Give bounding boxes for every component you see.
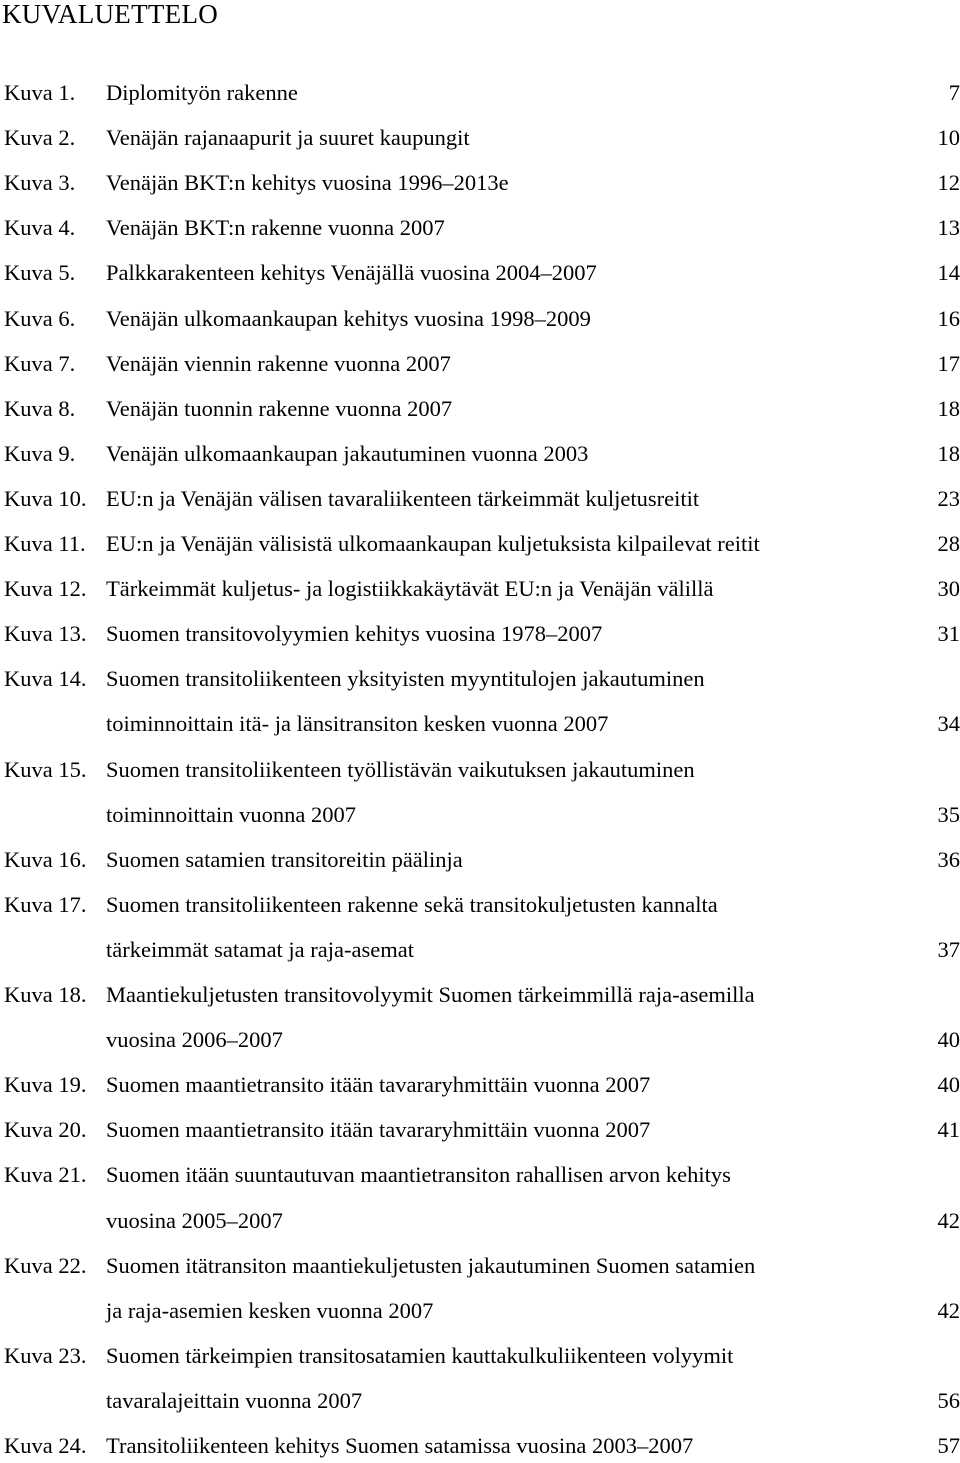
figure-number: Kuva 22. bbox=[4, 1252, 87, 1278]
figure-entry-line bbox=[0, 1431, 960, 1461]
figure-entry-line bbox=[0, 394, 960, 424]
figure-title: tärkeimmät satamat ja raja-asemat bbox=[106, 936, 414, 962]
figure-entry-line bbox=[0, 574, 960, 604]
figure-entry-line bbox=[0, 709, 960, 739]
page-title: KUVALUETTELO bbox=[2, 0, 219, 29]
page-number: 42 bbox=[937, 1297, 960, 1323]
figure-entry-line bbox=[0, 1341, 960, 1371]
page-number: 13 bbox=[937, 215, 960, 241]
figure-entry-line bbox=[0, 664, 960, 694]
figure-title: toiminnoittain itä- ja länsitransiton kesken vuonna 2007 bbox=[106, 711, 609, 737]
figure-number: Kuva 13. bbox=[4, 621, 87, 647]
figure-number: Kuva 12. bbox=[4, 576, 87, 602]
figure-entry-line bbox=[0, 123, 960, 153]
figure-number: Kuva 15. bbox=[4, 756, 87, 782]
figure-entry-line bbox=[0, 349, 960, 379]
figure-entry-line bbox=[0, 890, 960, 920]
page-number: 40 bbox=[937, 1072, 960, 1098]
figure-title: vuosina 2006–2007 bbox=[106, 1027, 283, 1053]
figure-entry-line bbox=[0, 1386, 960, 1416]
figure-number: Kuva 18. bbox=[4, 982, 87, 1007]
figure-title: Tärkeimmät kuljetus- ja logistiikkakäytävät EU:n ja Venäjän välillä bbox=[106, 576, 714, 602]
figure-title: EU:n ja Venäjän välisistä ulkomaankaupan kuljetuksista kilpailevat reitit bbox=[106, 531, 760, 556]
figure-entry-line bbox=[0, 755, 960, 785]
figure-entry-line bbox=[0, 213, 960, 243]
page-number: 14 bbox=[937, 260, 960, 286]
figure-title: Suomen maantietransito itään tavararyhmittäin vuonna 2007 bbox=[106, 1072, 651, 1098]
figure-number: Kuva 4. bbox=[4, 215, 76, 241]
figure-entry-line bbox=[0, 529, 960, 559]
figure-number: Kuva 9. bbox=[4, 440, 76, 466]
figure-title: Suomen itätransiton maantiekuljetusten jakautuminen Suomen satamien bbox=[106, 1252, 756, 1278]
figure-title: Diplomityön rakenne bbox=[106, 80, 298, 105]
figure-number: Kuva 1. bbox=[4, 80, 76, 105]
figure-title: Venäjän rajanaapurit ja suuret kaupungit bbox=[106, 125, 470, 151]
figure-number: Kuva 10. bbox=[4, 485, 87, 511]
figure-entry-line bbox=[0, 258, 960, 288]
page-number: 35 bbox=[937, 801, 960, 827]
figure-number: Kuva 7. bbox=[4, 350, 76, 376]
figure-entry-line bbox=[0, 1070, 960, 1100]
figure-title: EU:n ja Venäjän välisen tavaraliikenteen tärkeimmät kuljetusreitit bbox=[106, 485, 700, 511]
figure-title: ja raja-asemien kesken vuonna 2007 bbox=[106, 1297, 434, 1323]
page-number: 57 bbox=[937, 1433, 960, 1458]
page-number: 36 bbox=[937, 846, 960, 872]
figure-entry-line bbox=[0, 1025, 960, 1055]
figure-number: Kuva 23. bbox=[4, 1342, 87, 1368]
page-number: 40 bbox=[937, 1027, 960, 1053]
page-number: 42 bbox=[937, 1207, 960, 1233]
page-number: 10 bbox=[937, 125, 960, 151]
figure-entry-line bbox=[0, 619, 960, 649]
figure-entry-line bbox=[0, 935, 960, 965]
figure-entry-line bbox=[0, 1296, 960, 1326]
figure-entry-line bbox=[0, 439, 960, 469]
figure-number: Kuva 19. bbox=[4, 1072, 87, 1098]
figure-title: vuosina 2005–2007 bbox=[106, 1207, 283, 1233]
figure-number: Kuva 20. bbox=[4, 1117, 87, 1143]
figure-title: Suomen transitoliikenteen työllistävän vaikutuksen jakautuminen bbox=[106, 756, 695, 782]
figure-entry-line bbox=[0, 980, 960, 1010]
figure-title: toiminnoittain vuonna 2007 bbox=[106, 801, 356, 827]
page-number: 23 bbox=[937, 485, 960, 511]
figure-entry-line bbox=[0, 845, 960, 875]
figure-title: Suomen tärkeimpien transitosatamien kauttakulkuliikenteen volyymit bbox=[106, 1342, 734, 1368]
figure-number: Kuva 5. bbox=[4, 260, 76, 286]
page-number: 16 bbox=[937, 305, 960, 331]
figure-title: Venäjän viennin rakenne vuonna 2007 bbox=[106, 350, 451, 376]
page-number: 18 bbox=[937, 440, 960, 466]
figure-entry-line bbox=[0, 1115, 960, 1145]
figure-title: Suomen transitoliikenteen yksityisten myyntitulojen jakautuminen bbox=[106, 666, 705, 692]
figure-number: Kuva 11. bbox=[4, 531, 86, 556]
figure-title: Suomen satamien transitoreitin päälinja bbox=[106, 846, 463, 872]
figure-number: Kuva 8. bbox=[4, 395, 76, 421]
figure-title: Palkkarakenteen kehitys Venäjällä vuosina 2004–2007 bbox=[106, 260, 597, 286]
figure-title: Venäjän ulkomaankaupan jakautuminen vuonna 2003 bbox=[106, 440, 589, 466]
page-number: 28 bbox=[937, 531, 960, 556]
figure-entry-line bbox=[0, 1206, 960, 1236]
figure-entry-line bbox=[0, 78, 960, 108]
figure-title: Venäjän tuonnin rakenne vuonna 2007 bbox=[106, 395, 453, 421]
figure-title: tavaralajeittain vuonna 2007 bbox=[106, 1387, 363, 1413]
figure-number: Kuva 6. bbox=[4, 305, 76, 331]
figure-entry-line bbox=[0, 304, 960, 334]
figure-title: Venäjän BKT:n kehitys vuosina 1996–2013e bbox=[106, 170, 509, 196]
page-number: 17 bbox=[937, 350, 960, 376]
page-number: 12 bbox=[937, 170, 960, 196]
figure-entry-line bbox=[0, 1251, 960, 1281]
page-number: 56 bbox=[937, 1387, 960, 1413]
figure-title: Transitoliikenteen kehitys Suomen satamissa vuosina 2003–2007 bbox=[106, 1433, 694, 1458]
page-number: 31 bbox=[937, 621, 960, 647]
page-number: 37 bbox=[937, 936, 960, 962]
figure-title: Suomen itään suuntautuvan maantietransiton rahallisen arvon kehitys bbox=[106, 1162, 731, 1188]
page-number: 34 bbox=[937, 711, 960, 737]
page-number: 18 bbox=[937, 395, 960, 421]
page-number: 41 bbox=[937, 1117, 960, 1143]
figure-number: Kuva 3. bbox=[4, 170, 76, 196]
figure-title: Venäjän ulkomaankaupan kehitys vuosina 1998–2009 bbox=[106, 305, 591, 331]
page-number: 30 bbox=[937, 576, 960, 602]
figure-number: Kuva 24. bbox=[4, 1433, 87, 1458]
figure-number: Kuva 14. bbox=[4, 666, 87, 692]
page-number: 7 bbox=[948, 80, 960, 105]
figure-entry-line bbox=[0, 484, 960, 514]
figure-title: Maantiekuljetusten transitovolyymit Suomen tärkeimmillä raja-asemilla bbox=[106, 982, 755, 1007]
figure-title: Suomen transitovolyymien kehitys vuosina 1978–2007 bbox=[106, 621, 603, 647]
figure-title: Suomen maantietransito itään tavararyhmittäin vuonna 2007 bbox=[106, 1117, 651, 1143]
figure-title: Venäjän BKT:n rakenne vuonna 2007 bbox=[106, 215, 445, 241]
figure-entry-line bbox=[0, 168, 960, 198]
figure-entry-line bbox=[0, 1160, 960, 1190]
figure-entry-line bbox=[0, 800, 960, 830]
figure-number: Kuva 21. bbox=[4, 1162, 87, 1188]
figure-title: Suomen transitoliikenteen rakenne sekä transitokuljetusten kannalta bbox=[106, 891, 718, 917]
figure-number: Kuva 16. bbox=[4, 846, 87, 872]
figure-number: Kuva 17. bbox=[4, 891, 87, 917]
figure-number: Kuva 2. bbox=[4, 125, 76, 151]
